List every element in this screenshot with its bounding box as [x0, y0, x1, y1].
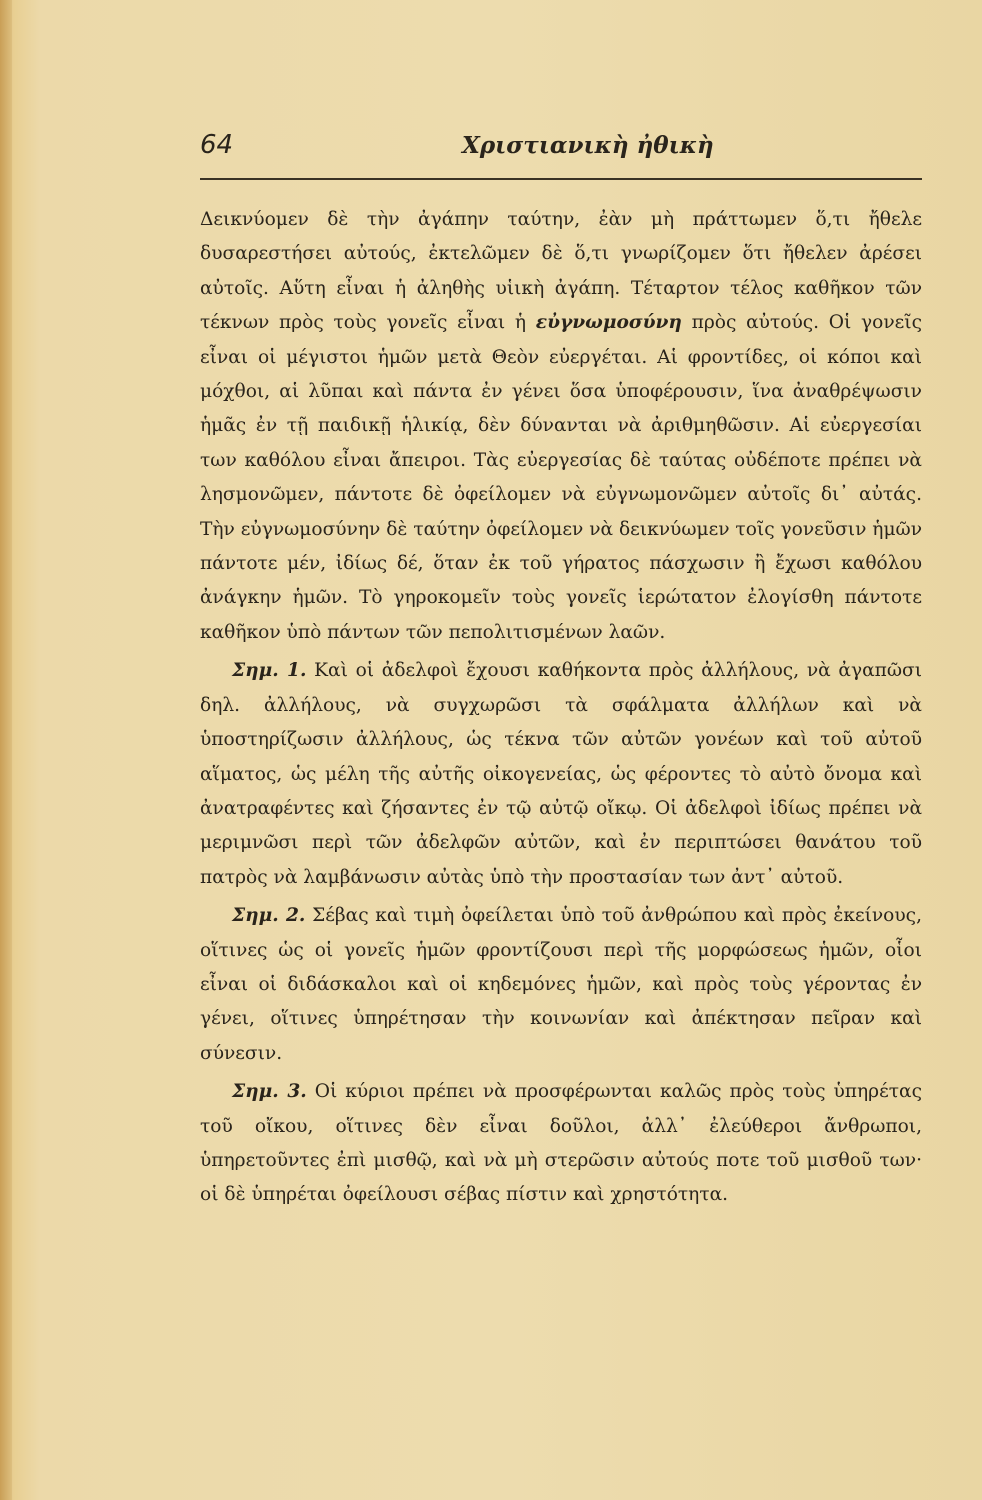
- paragraph-main: [200, 203, 922, 650]
- note-3: [200, 1075, 922, 1213]
- note-2: [200, 899, 922, 1071]
- paragraph-text-part2: πρὸς αὐτούς. Οἱ γονεῖς εἶναι οἱ μέγιστοι ἡμῶν μετὰ Θεὸν εὐεργέται. Αἱ φροντίδες, οἱ κόποι καὶ μόχθοι, αἱ λῦπαι καὶ πάντα ἐν γένει ὅσα ὑποφέρουσιν, ἵνα ἀναθρέψωσιν ἡμᾶς ἐν τῇ παιδικῇ ἡλικίᾳ, δὲν δύνανται νὰ ἀριθμηθῶσιν. Αἱ εὐεργεσίαι των καθόλου εἶναι ἄπειροι. Τὰς εὐεργεσίας δὲ ταύτας οὐδέποτε πρέπει νὰ λησμονῶμεν, πάντοτε δὲ ὀφείλομεν νὰ εὐγνωμονῶμεν αὐτοῖς δι᾽ αὐτάς. Τὴν εὐγνωμοσύνην δὲ ταύτην ὀφείλομεν νὰ δεικνύωμεν τοῖς γονεῦσιν ἡμῶν πάντοτε μέν, ἰδίως δέ, ὅταν ἐκ τοῦ γήρατος πάσχωσιν ἢ ἔχωσι καθόλου ἀνάγκην ἡμῶν. Τὸ γηροκομεῖν τοὺς γονεῖς ἱερώτατον ἐλογίσθη πάντοτε καθῆκον ὑπὸ πάντων τῶν πεπολιτισμένων λαῶν.: [200, 312, 923, 643]
- page-header: [200, 130, 922, 170]
- page-body: [200, 203, 922, 1213]
- note-1-text: Καὶ οἱ ἀδελφοὶ ἔχουσι καθήκοντα πρὸς ἀλλήλους, νὰ ἀγαπῶσι δηλ. ἀλλήλους, νὰ συγχωρῶσι τὰ σφάλματα ἀλλήλων καὶ νὰ ὑποστηρίζωσιν ἀλλήλους, ὡς τέκνα τῶν αὐτῶν γονέων καὶ τοῦ αὐτοῦ αἵματος, ὡς μέλη τῆς αὐτῆς οἰκογενείας, ὡς φέροντες τὸ αὐτὸ ὄνομα καὶ ἀνατραφέντες καὶ ζήσαντες ἐν τῷ αὐτῷ οἴκῳ. Οἱ ἀδελφοὶ ἰδίως πρέπει νὰ μεριμνῶσι περὶ τῶν ἀδελφῶν αὐτῶν, καὶ ἐν περιπτώσει θανάτου τοῦ πατρὸς νὰ λαμβάνωσιν αὐτὰς ὑπὸ τὴν προστασίαν των ἀντ᾽ αὐτοῦ.: [200, 660, 922, 888]
- note-1: [200, 654, 922, 895]
- note-1-label: Σημ. 1.: [232, 660, 307, 682]
- note-3-text: Οἱ κύριοι πρέπει νὰ προσφέρωνται καλῶς πρὸς τοὺς ὑπηρέτας τοῦ οἴκου, οἵτινες δὲν εἶναι δοῦλοι, ἀλλ᾽ ἐλεύθεροι ἄνθρωποι, ὑπηρετοῦντες ἐπὶ μισθῷ, καὶ νὰ μὴ στερῶσιν αὐτούς ποτε τοῦ μισθοῦ των· οἱ δὲ ὑπηρέται ὀφείλουσι σέβας πίστιν καὶ χρηστότητα.: [200, 1081, 922, 1206]
- page-binding-edge: [0, 0, 12, 1500]
- note-2-label: Σημ. 2.: [232, 905, 306, 927]
- page-number: 64: [200, 130, 234, 160]
- note-2-text: Σέβας καὶ τιμὴ ὀφείλεται ὑπὸ τοῦ ἀνθρώπου καὶ πρὸς ἐκείνους, οἵτινες ὡς οἱ γονεῖς ἡμῶν φροντίζουσι περὶ τῆς μορφώσεως ἡμῶν, οἷοι εἶναι οἱ διδάσκαλοι καὶ οἱ κηδεμόνες ἡμῶν, καὶ πρὸς τοὺς γέροντας ἐν γένει, οἵτινες ὑπηρέτησαν τὴν κοινωνίαν καὶ ἀπέκτησαν πεῖραν καὶ σύνεσιν.: [200, 905, 922, 1064]
- header-rule: [200, 178, 922, 180]
- emphasized-term: εὐγνωμοσύνη: [535, 312, 682, 334]
- note-3-label: Σημ. 3.: [232, 1081, 307, 1103]
- paragraph-text-part1: Δεικνύομεν δὲ τὴν ἀγάπην ταύτην, ἐὰν μὴ πράττωμεν ὅ,τι ἤθελε δυσαρεστήσει αὐτούς, ἐκτελῶμεν δὲ ὅ,τι γνωρίζομεν ὅτι ἤθελεν ἀρέσει αὐτοῖς. Αὕτη εἶναι ἡ ἀληθὴς υἱικὴ ἀγάπη. Τέταρτον τέλος καθῆκον τῶν τέκνων πρὸς τοὺς γονεῖς εἶναι ἡ: [200, 209, 922, 334]
- running-title: Χριστιανικὴ ἠθικὴ: [462, 132, 714, 159]
